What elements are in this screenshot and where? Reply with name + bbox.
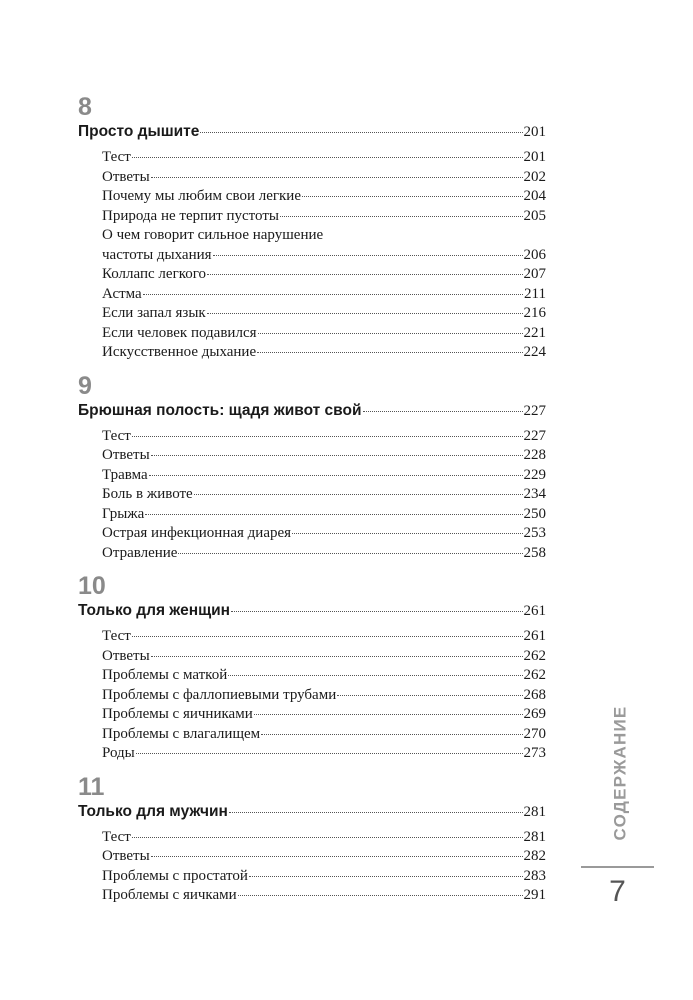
- toc-entry-page: 261: [523, 628, 546, 644]
- chapter-section: [78, 772, 546, 906]
- toc-entry: [78, 187, 546, 207]
- toc-entry: [78, 246, 546, 266]
- toc-entry-page: 253: [523, 525, 546, 541]
- toc-entry-title: Искусственное дыхание: [102, 344, 257, 360]
- toc-entry: [78, 867, 546, 887]
- chapter-section: [78, 371, 546, 564]
- dot-leader: [143, 294, 523, 295]
- toc-entry-title: Отравление: [102, 544, 178, 561]
- toc-entry: [78, 466, 546, 486]
- toc-entry-title: Ответы: [102, 848, 150, 864]
- toc-entry: [78, 847, 546, 867]
- toc-entry: [78, 427, 546, 447]
- dot-leader: [178, 553, 522, 554]
- toc-entry-title: Астма: [102, 285, 142, 302]
- toc-entry: [78, 148, 546, 168]
- toc-entry-page: 202: [523, 168, 546, 185]
- chapter-number: 8: [78, 93, 92, 121]
- toc-entry-page: 228: [523, 447, 546, 463]
- dot-leader: [132, 157, 523, 158]
- dot-leader: [280, 216, 523, 217]
- dot-leader: [151, 656, 523, 657]
- toc-entry-page: 229: [523, 466, 546, 483]
- toc-entry-page: 211: [524, 285, 546, 302]
- toc-entry: [78, 544, 546, 564]
- toc-entry: [78, 324, 546, 344]
- dot-leader: [261, 734, 522, 735]
- chapter-title: Брюшная полость: щадя живот свой: [78, 401, 362, 419]
- dot-leader: [151, 455, 523, 456]
- toc-entry-title: Если человек подавился: [102, 324, 257, 341]
- toc-entry-line: [78, 226, 546, 246]
- toc-entry-title: Роды: [102, 745, 135, 761]
- dot-leader: [132, 636, 523, 637]
- toc-entry: [78, 627, 546, 647]
- chapter-section: [78, 571, 546, 764]
- toc-entry-title: Если запал язык: [102, 305, 206, 321]
- toc-entry: [78, 647, 546, 667]
- toc-entry: [78, 828, 546, 848]
- toc-entry-title: Природа не терпит пустоты: [102, 207, 279, 224]
- toc-entry-page: 221: [523, 324, 546, 341]
- toc-entry-title: Почему мы любим свои легкие: [102, 188, 301, 204]
- chapter-heading: [78, 122, 546, 142]
- toc-entry-title: Грыжа: [102, 505, 145, 522]
- toc-entry-title: частоты дыхания: [102, 246, 212, 263]
- dot-leader: [254, 714, 523, 715]
- toc-entry-page: 283: [523, 867, 546, 884]
- dot-leader: [207, 313, 523, 314]
- chapter-number: 9: [78, 371, 92, 400]
- toc-entry-page: 227: [523, 427, 546, 444]
- dot-leader: [337, 695, 522, 696]
- toc-entry-title: Проблемы с влагалищем: [102, 725, 261, 742]
- toc-entry: [78, 168, 546, 188]
- chapter-page: 261: [523, 603, 546, 619]
- dot-leader: [151, 856, 523, 857]
- chapter-heading: [78, 601, 546, 621]
- toc-entry-title: Тест: [102, 427, 131, 444]
- dot-leader: [363, 411, 523, 412]
- toc-entry-page: 281: [523, 828, 546, 845]
- toc-entry-page: 224: [523, 344, 546, 360]
- toc-entry-page: 269: [523, 706, 546, 722]
- section-title-vertical: [600, 688, 640, 858]
- dot-leader: [132, 837, 523, 838]
- toc-entry-title: Ответы: [102, 447, 150, 463]
- chapter-title: Только для мужчин: [78, 802, 228, 820]
- section-title-text: СОДЕРЖАНИЕ: [610, 705, 629, 841]
- toc-entry: [78, 485, 546, 505]
- toc-entry: [78, 285, 546, 305]
- toc-entry-title: Ответы: [102, 168, 150, 185]
- toc-entry-title: Коллапс легкого: [102, 266, 207, 282]
- toc-entry: [78, 725, 546, 745]
- chapter-number: 10: [78, 572, 106, 600]
- toc-entry-page: 250: [523, 505, 546, 522]
- toc-entry: [78, 304, 546, 324]
- toc-entry-title: Проблемы с фаллопиевыми трубами: [102, 686, 337, 703]
- dot-leader: [258, 333, 523, 334]
- toc-entry-page: 262: [523, 667, 546, 683]
- toc-entry-page: 206: [523, 246, 546, 263]
- toc-entry-page: 262: [523, 647, 546, 664]
- toc-entry: [78, 265, 546, 285]
- dot-leader: [302, 196, 523, 197]
- toc-entry-page: 205: [523, 207, 546, 224]
- toc-entry: [78, 705, 546, 725]
- toc-entry-page: 258: [523, 544, 546, 561]
- dot-leader: [151, 177, 523, 178]
- toc-entry-page: 204: [523, 188, 546, 204]
- toc-entry-title: Травма: [102, 466, 148, 483]
- chapter-number: 11: [78, 772, 105, 801]
- dot-leader: [136, 753, 523, 754]
- chapter-page: 281: [523, 803, 546, 820]
- toc-entry-title-line1: О чем говорит сильное нарушение: [102, 227, 324, 243]
- toc-entry: [78, 207, 546, 227]
- dot-leader: [145, 514, 522, 515]
- toc-entry-title: Проблемы с яичниками: [102, 706, 253, 722]
- toc-entry-title: Тест: [102, 149, 131, 165]
- toc-entry: [78, 343, 546, 363]
- toc-entry-page: 270: [523, 725, 546, 742]
- toc-entry-title: Острая инфекционная диарея: [102, 525, 292, 541]
- chapter-title: Только для женщин: [78, 602, 231, 619]
- chapter-title: Просто дышите: [78, 123, 200, 140]
- dot-leader: [213, 255, 523, 256]
- toc-entry-title: Тест: [102, 828, 131, 845]
- dot-leader: [207, 274, 522, 275]
- dot-leader: [228, 675, 522, 676]
- toc-entry-title: Проблемы с маткой: [102, 667, 228, 683]
- dot-leader: [194, 494, 523, 495]
- dot-leader: [249, 876, 523, 877]
- chapter-heading: [78, 401, 546, 421]
- page-number-divider: [581, 866, 654, 868]
- toc-entry-page: 282: [523, 848, 546, 864]
- chapter-heading: [78, 802, 546, 822]
- toc-entry-page: 207: [523, 266, 546, 282]
- toc-entry-page: 201: [523, 149, 546, 165]
- toc-entry-page: 234: [523, 486, 546, 502]
- toc-entry-page: 273: [523, 745, 546, 761]
- toc-entry: [78, 446, 546, 466]
- toc-entry: [78, 686, 546, 706]
- toc-entry-title: Тест: [102, 628, 131, 644]
- page-number: 7: [609, 875, 626, 908]
- dot-leader: [229, 812, 523, 813]
- toc-entry-title: Проблемы с простатой: [102, 867, 248, 884]
- toc-entry: [78, 886, 546, 906]
- table-of-contents: [78, 92, 546, 906]
- dot-leader: [238, 895, 523, 896]
- toc-entry-title: Проблемы с яичками: [102, 887, 237, 903]
- toc-entry: [78, 524, 546, 544]
- dot-leader: [149, 475, 523, 476]
- dot-leader: [292, 533, 522, 534]
- toc-entry-page: 216: [523, 305, 546, 321]
- dot-leader: [257, 352, 522, 353]
- toc-entry: [78, 505, 546, 525]
- chapter-page: 227: [523, 402, 546, 419]
- dot-leader: [231, 611, 522, 612]
- dot-leader: [200, 132, 522, 133]
- dot-leader: [132, 436, 523, 437]
- toc-entry: [78, 666, 546, 686]
- chapter-section: [78, 92, 546, 363]
- chapter-page: 201: [523, 124, 546, 140]
- toc-entry-title: Боль в животе: [102, 486, 193, 502]
- toc-entry: [78, 744, 546, 764]
- toc-entry-title: Ответы: [102, 647, 150, 664]
- toc-entry-page: 291: [523, 887, 546, 903]
- toc-entry-page: 268: [523, 686, 546, 703]
